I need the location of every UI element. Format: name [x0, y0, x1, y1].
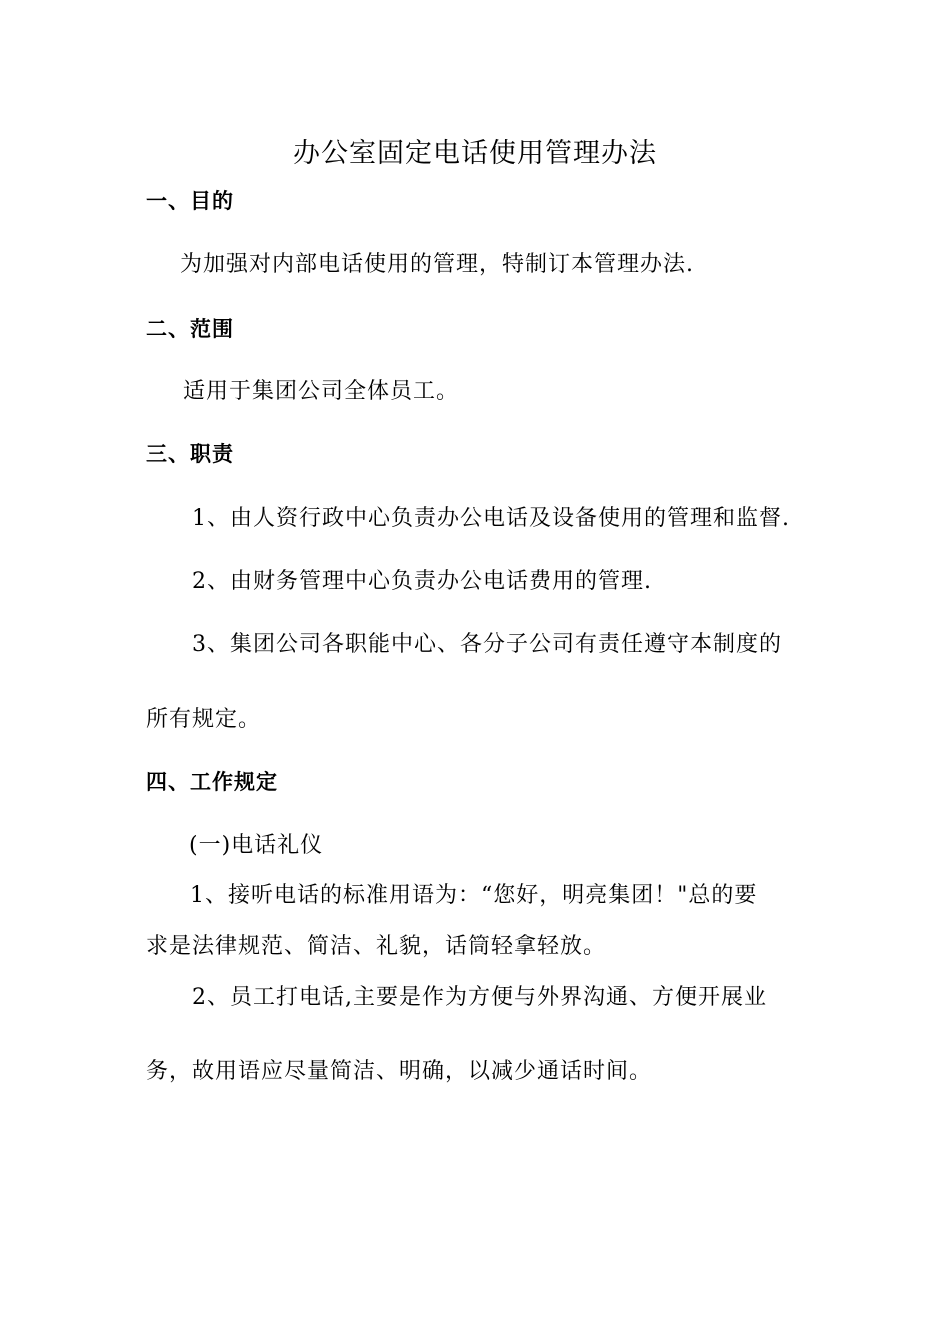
purpose-paragraph: 为加强对内部电话使用的管理，特制订本管理办法.	[180, 252, 694, 277]
responsibility-item-3-continued: 所有规定。	[146, 707, 262, 732]
document-title: 办公室固定电话使用管理办法	[293, 138, 657, 169]
section-heading-scope: 二、范围	[146, 317, 234, 341]
responsibility-item-2: 2、由财务管理中心负责办公电话费用的管理.	[192, 569, 652, 594]
scope-paragraph: 适用于集团公司全体员工。	[183, 379, 460, 404]
etiquette-item-2: 2、员工打电话,主要是作为方便与外界沟通、方便开展业	[192, 985, 767, 1010]
etiquette-item-1: 1、接听电话的标准用语为：“您好，明亮集团！"总的要	[190, 883, 758, 908]
section-heading-work-rules: 四、工作规定	[146, 770, 278, 794]
etiquette-item-1-continued: 求是法律规范、简洁、礼貌，话筒轻拿轻放。	[146, 934, 607, 959]
section-heading-responsibilities: 三、职责	[146, 442, 234, 466]
subheading-phone-etiquette: (一)电话礼仪	[189, 833, 324, 858]
etiquette-item-2-continued: 务，故用语应尽量简洁、明确，以减少通话时间。	[146, 1059, 653, 1084]
section-heading-purpose: 一、目的	[146, 189, 234, 213]
responsibility-item-1: 1、由人资行政中心负责办公电话及设备使用的管理和监督.	[192, 506, 790, 531]
responsibility-item-3: 3、集团公司各职能中心、各分子公司有责任遵守本制度的	[192, 632, 782, 657]
